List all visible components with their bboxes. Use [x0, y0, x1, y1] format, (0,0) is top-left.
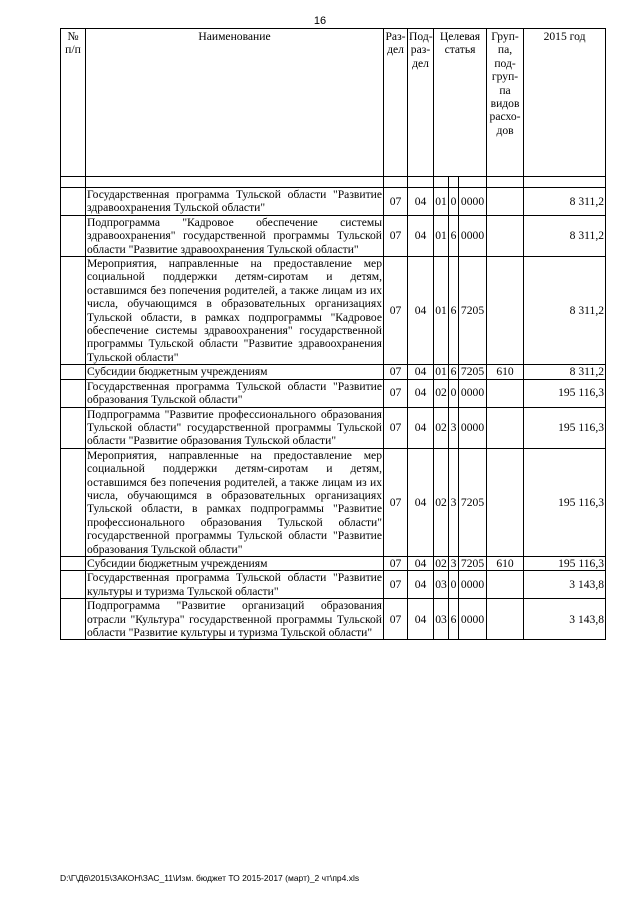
row-razdel: 07 [384, 556, 408, 570]
table-row [61, 556, 606, 570]
row-target-direction: 0000 [459, 379, 487, 407]
table-row [61, 188, 606, 216]
row-podrazdel: 04 [408, 571, 434, 599]
row-podrazdel: 04 [408, 448, 434, 556]
row-target-subprogram: 6 [449, 365, 459, 379]
row-amount: 8 311,2 [524, 188, 606, 216]
row-num [61, 407, 86, 448]
header-num: № п/п [61, 29, 86, 177]
budget-table [60, 28, 606, 640]
row-name: Государственная программа Тульской области "Развитие здравоохранения Тульской области" [87, 188, 382, 215]
row-amount: 3 143,8 [524, 571, 606, 599]
row-num [61, 571, 86, 599]
row-name: Мероприятия, направленные на предоставление мер социальной поддержки детям-сиротам и детям, оставшимся без попечения родителей, а также лицам из их числа, обучающимся в образовательных организациях Тульской области, в рамках подпрограммы "Кадровое обеспечение системы здравоохранения" государственной программы Тульской области "Развитие здравоохранения Тульской области" [87, 257, 382, 364]
row-name: Государственная программа Тульской области "Развитие культуры и туризма Тульской области" [87, 571, 382, 598]
row-expense-group [487, 215, 524, 256]
table-row [61, 448, 606, 556]
table-header [61, 29, 606, 188]
row-target-direction: 0000 [459, 599, 487, 640]
header-name: Наименование [86, 29, 384, 177]
table-row [61, 215, 606, 256]
header-target: Целевая статья [434, 29, 487, 177]
row-target-direction: 0000 [459, 407, 487, 448]
table-row [61, 365, 606, 379]
page-number: 16 [313, 15, 327, 27]
table-row [61, 571, 606, 599]
row-expense-group [487, 407, 524, 448]
row-target-direction: 7205 [459, 257, 487, 365]
row-expense-group [487, 448, 524, 556]
row-name: Подпрограмма "Кадровое обеспечение системы здравоохранения" государственной программы Тульской области "Развитие здравоохранения Тульской области" [87, 215, 382, 256]
file-path-footer: D:\Г\Д6\2015\ЗАКОН\ЗАС_11\Изм. бюджет ТО 2015-2017 (март)_2 чт\пр4.xls [60, 873, 360, 883]
header-year: 2015 год [524, 29, 606, 177]
row-podrazdel: 04 [408, 379, 434, 407]
row-razdel: 07 [384, 407, 408, 448]
header-group: Груп-па, под-груп-па видов расхо-дов [487, 29, 524, 177]
row-razdel: 07 [384, 188, 408, 216]
table-row [61, 257, 606, 365]
row-target-subprogram: 0 [449, 379, 459, 407]
row-podrazdel: 04 [408, 407, 434, 448]
row-target-subprogram: 6 [449, 215, 459, 256]
row-name: Подпрограмма "Развитие профессионального образования Тульской области" государственной программы Тульской области "Развитие образования Тульской области" [87, 407, 382, 448]
row-amount: 195 116,3 [524, 407, 606, 448]
row-name: Мероприятия, направленные на предоставление мер социальной поддержки детям-сиротам и детям, оставшимся без попечения родителей, а также лицам из их числа, обучающимся в образовательных организациях Тульской области, в рамках подпрограммы "Развитие профессионального образования Тульской области" государственной программы Тульской области "Развитие образования Тульской области" [87, 448, 382, 556]
row-target-subprogram: 6 [449, 599, 459, 640]
row-podrazdel: 04 [408, 599, 434, 640]
row-num [61, 556, 86, 570]
row-podrazdel: 04 [408, 556, 434, 570]
row-razdel: 07 [384, 599, 408, 640]
row-num [61, 257, 86, 365]
table-row [61, 407, 606, 448]
row-amount: 195 116,3 [524, 448, 606, 556]
row-name: Подпрограмма "Развитие организаций образования отрасли "Культура" государственной программы Тульской области "Развитие культуры и туризма Тульской области" [87, 599, 382, 639]
row-target-program: 02 [434, 379, 449, 407]
row-name: Государственная программа Тульской области "Развитие образования Тульской области" [87, 379, 382, 407]
row-target-program: 01 [434, 188, 449, 216]
row-podrazdel: 04 [408, 365, 434, 379]
row-num [61, 379, 86, 407]
row-expense-group [487, 571, 524, 599]
row-target-program: 01 [434, 257, 449, 365]
row-name: Субсидии бюджетным учреждениям [86, 365, 384, 379]
row-amount: 8 311,2 [524, 365, 606, 379]
row-amount: 8 311,2 [524, 257, 606, 365]
row-target-direction: 7205 [459, 365, 487, 379]
row-razdel: 07 [384, 379, 408, 407]
row-expense-group [487, 379, 524, 407]
row-expense-group: 610 [487, 556, 524, 570]
row-target-program: 01 [435, 365, 447, 379]
row-num [61, 448, 86, 556]
header-podrazdel: Под-раз-дел [408, 29, 434, 177]
row-target-subprogram: 3 [449, 448, 459, 556]
row-expense-group [487, 599, 524, 640]
row-expense-group [487, 257, 524, 365]
row-target-direction: 0000 [459, 188, 487, 216]
row-num [61, 599, 86, 640]
header-razdel: Раз-дел [384, 29, 408, 177]
header-gap-row [61, 177, 606, 188]
row-target-direction: 0000 [459, 571, 487, 599]
row-target-program: 01 [434, 215, 449, 256]
row-target-subprogram: 3 [449, 407, 459, 448]
table-body [61, 188, 606, 640]
row-razdel: 07 [384, 215, 408, 256]
row-target-subprogram: 6 [449, 257, 459, 365]
table-row [61, 599, 606, 640]
row-target-direction: 7205 [459, 556, 487, 570]
row-target-subprogram: 0 [449, 188, 459, 216]
row-num [61, 215, 86, 256]
row-target-subprogram: 0 [449, 571, 459, 599]
row-expense-group: 610 [487, 365, 524, 379]
row-amount: 195 116,3 [524, 379, 606, 407]
row-expense-group [487, 188, 524, 216]
row-amount: 195 116,3 [524, 556, 606, 570]
row-target-direction: 0000 [459, 215, 487, 256]
row-razdel: 07 [384, 448, 408, 556]
row-target-program: 03 [434, 599, 449, 640]
row-razdel: 07 [384, 571, 408, 599]
row-razdel: 07 [384, 257, 408, 365]
row-podrazdel: 04 [408, 188, 434, 216]
row-podrazdel: 04 [408, 257, 434, 365]
row-target-program: 02 [435, 556, 447, 570]
row-amount: 8 311,2 [524, 215, 606, 256]
row-target-program: 02 [434, 448, 449, 556]
row-target-program: 02 [434, 407, 449, 448]
table-row [61, 379, 606, 407]
row-podrazdel: 04 [408, 215, 434, 256]
row-num [61, 365, 86, 379]
row-num [61, 188, 86, 216]
row-target-direction: 7205 [459, 448, 487, 556]
row-amount: 3 143,8 [524, 599, 606, 640]
row-name: Субсидии бюджетным учреждениям [86, 556, 384, 570]
row-razdel: 07 [384, 365, 408, 379]
row-target-program: 03 [434, 571, 449, 599]
row-target-subprogram: 3 [449, 556, 459, 570]
